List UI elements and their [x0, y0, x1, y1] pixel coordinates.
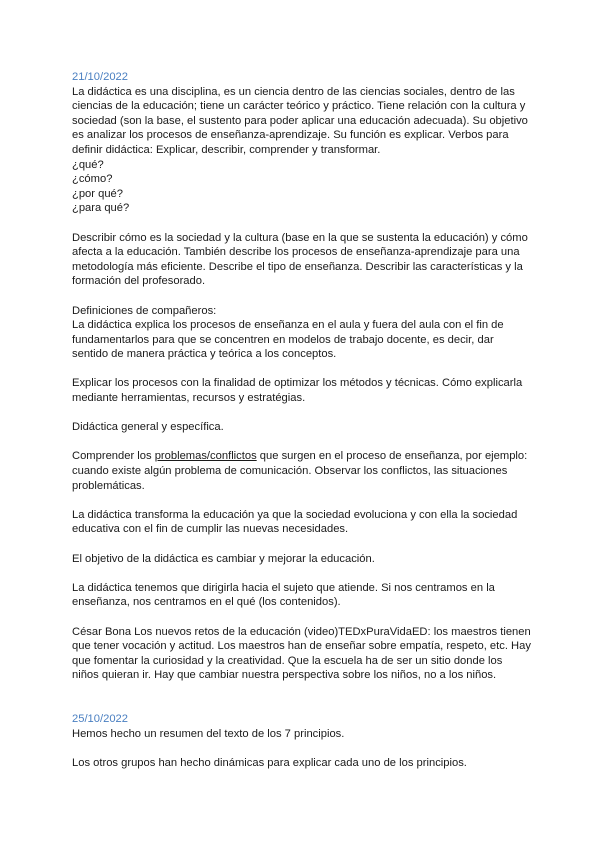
text-line: Los otros grupos han hecho dinámicas para explicar cada uno de los principios.: [72, 756, 467, 769]
paragraph: [72, 304, 532, 362]
text-line: [72, 449, 532, 464]
text-line: cuando existe algún problema de comunicación. Observar los conflictos, las situaciones: [72, 465, 508, 478]
paragraph: [72, 581, 532, 610]
text-line: sentido de manera práctica y teórica a los conceptos.: [72, 348, 337, 361]
paragraph: [72, 231, 532, 289]
text-line: formación del profesorado.: [72, 275, 206, 288]
text-line: sociedad (son la base, el sustento para poder aplicar una educación adecuada). Su objetivo: [72, 114, 528, 127]
paragraph: [72, 85, 532, 216]
text-run: que surgen en el proceso de enseñanza, por ejemplo:: [256, 450, 528, 463]
paragraph: [72, 625, 532, 683]
paragraph: [72, 420, 532, 435]
question-line: ¿para qué?: [72, 202, 130, 215]
text-line: definir didáctica: Explicar, describir, comprender y transformar.: [72, 143, 381, 156]
paragraph: [72, 727, 532, 742]
text-line: enseñanza, nos centramos en el qué (los contenidos).: [72, 596, 341, 609]
text-line: La didáctica tenemos que dirigirla hacia el sujeto que atiende. Si nos centramos en la: [72, 581, 495, 594]
text-line: educativa con el fin de cumplir las nuevas necesidades.: [72, 523, 349, 536]
paragraph: [72, 449, 532, 493]
text-line: ciencias de la educación; tiene un carácter teórico y práctico. Tiene relación con la cultura y: [72, 100, 526, 113]
paragraph: [72, 552, 532, 567]
text-line: Definiciones de compañeros:: [72, 304, 217, 317]
paragraph: [72, 376, 532, 405]
text-line: que fomentar la curiosidad y la creatividad. Que la escuela ha de ser un sitio donde los: [72, 654, 503, 667]
document-content: [72, 70, 532, 771]
underlined-text: problemas/conflictos: [154, 450, 257, 463]
entry-date: 25/10/2022: [72, 713, 128, 726]
text-line: fundamentarlos para que se concentren en modelos de trabajo docente, es decir, dar: [72, 333, 494, 346]
text-line: mediante herramientas, recursos y estratégias.: [72, 392, 306, 405]
text-line: El objetivo de la didáctica es cambiar y mejorar la educación.: [72, 552, 375, 565]
text-line: La didáctica es una disciplina, es un ciencia dentro de las ciencias sociales, dentro de las: [72, 85, 515, 98]
text-line: Hemos hecho un resumen del texto de los 7 principios.: [72, 727, 345, 740]
text-line: problemáticas.: [72, 479, 145, 492]
question-line: ¿qué?: [72, 158, 104, 171]
text-line: Didáctica general y específica.: [72, 421, 224, 434]
text-line: La didáctica transforma la educación ya que la sociedad evoluciona y con ella la sociedad: [72, 508, 518, 521]
question-line: ¿cómo?: [72, 173, 113, 186]
text-line: César Bona Los nuevos retos de la educación (video)TEDxPuraVidaED: los maestros tienen: [72, 625, 531, 638]
text-line: que tener vocación y actitud. Los maestros han de enseñar sobre empatía, respeto, etc. Hay: [72, 640, 531, 653]
paragraph: [72, 756, 532, 771]
question-line: ¿por qué?: [72, 187, 123, 200]
text-line: Describir cómo es la sociedad y la cultura (base en la que se sustenta la educación) y cómo: [72, 231, 528, 244]
text-line: Explicar los procesos con la finalidad de optimizar los métodos y técnicas. Cómo explicarla: [72, 377, 523, 390]
text-line: afecta a la educación. También describe los procesos de enseñanza-aprendizaje para una: [72, 246, 520, 259]
text-line: es analizar los procesos de enseñanza-aprendizaje. Su función es explicar. Verbos para: [72, 129, 509, 142]
text-line: La didáctica explica los procesos de enseñanza en el aula y fuera del aula con el fin de: [72, 319, 504, 332]
text-line: niños quieran ir. Hay que cambiar nuestra perspectiva sobre los niños, no a los niños.: [72, 669, 497, 682]
text-line: metodología más eficiente. Describe el tipo de enseñanza. Describir las características y la: [72, 260, 523, 273]
entry-date: 21/10/2022: [72, 71, 128, 83]
paragraph: [72, 508, 532, 537]
text-run: Comprender los: [72, 450, 155, 463]
